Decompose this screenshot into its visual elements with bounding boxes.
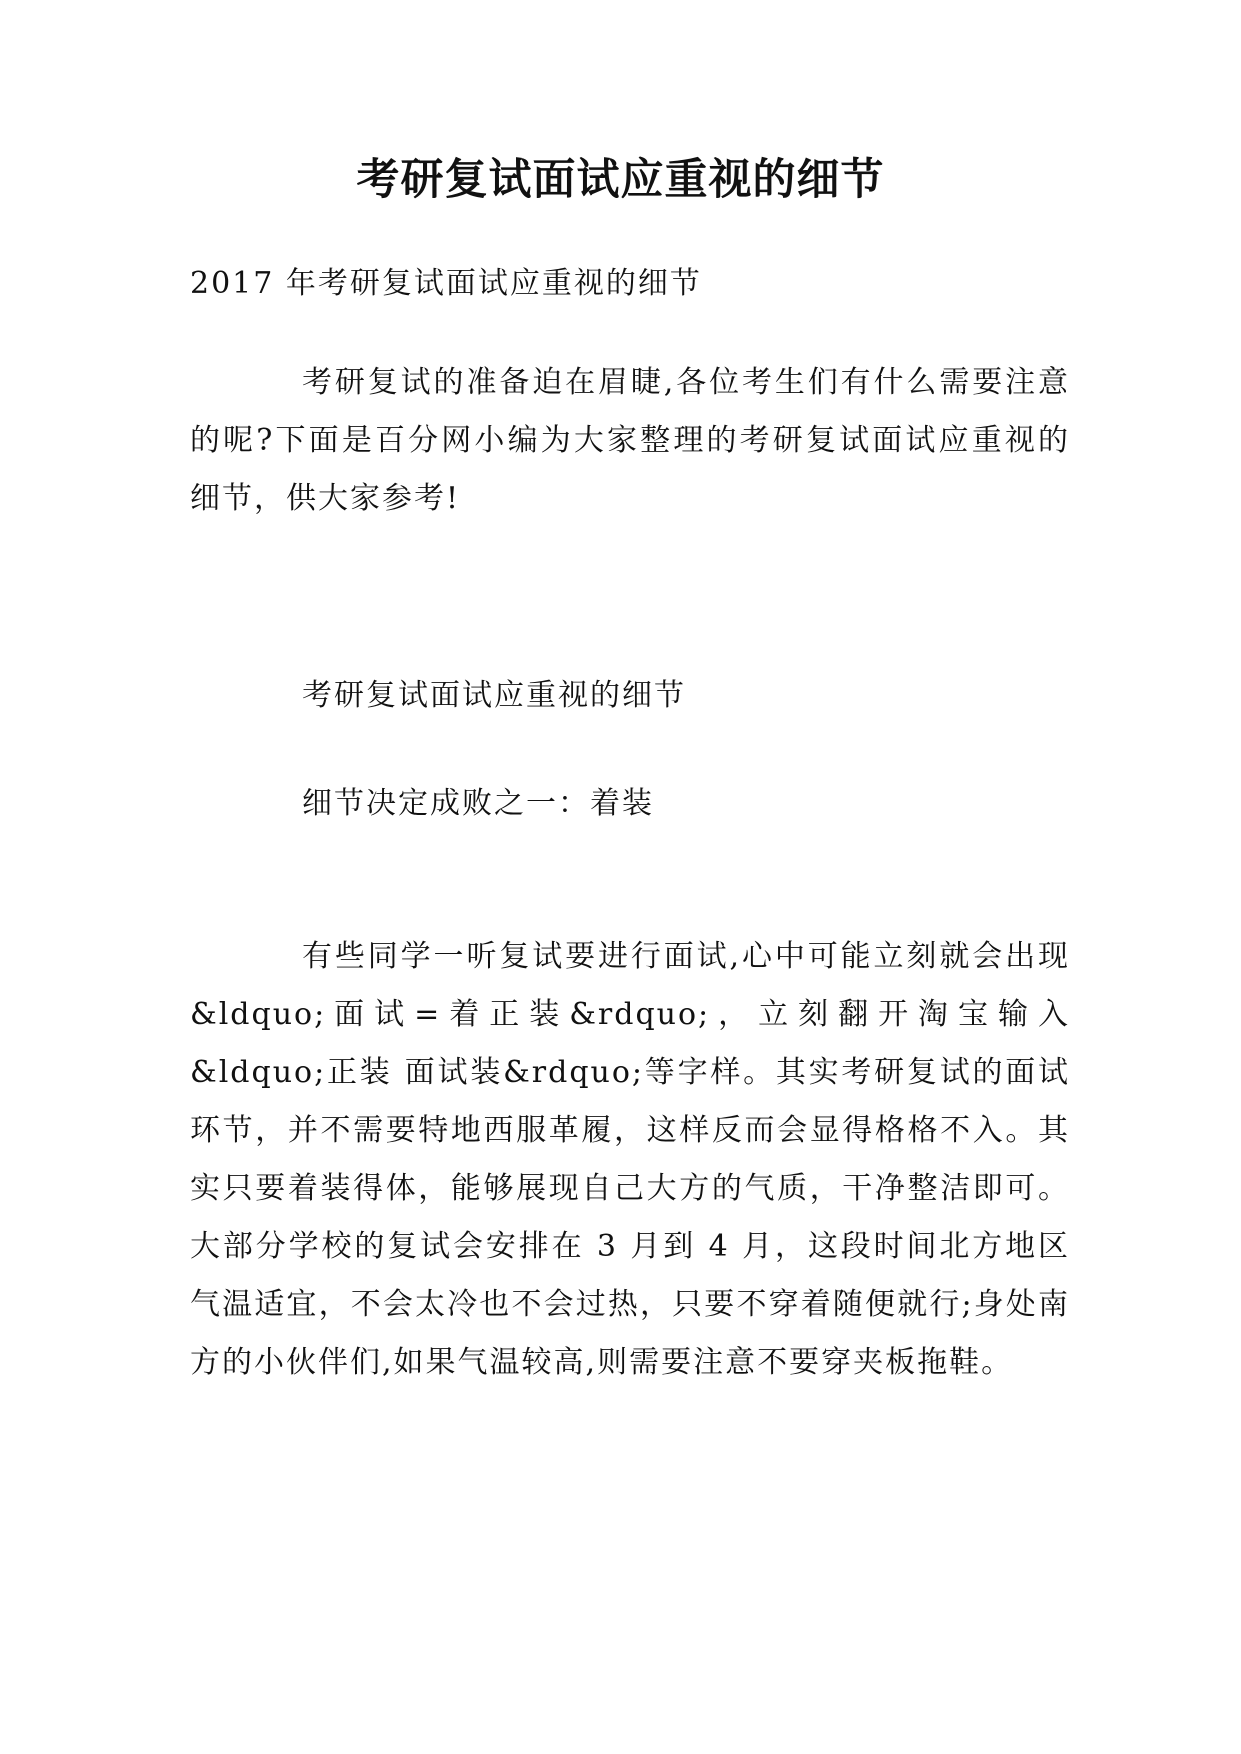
body-paragraph: 有些同学一听复试要进行面试,心中可能立刻就会出现&ldquo;面试=着正装&rdquo;，立刻翻开淘宝输入&ldquo;正装 面试装&rdquo;等字样。其实考研复试的面试环节，并不需要特地西服革履，这样反而会显得格格不入。其实只要着装得体，能够展现自己大方的气质，干净整洁即可。大部分学校的复试会安排在 3 月到 4 月，这段时间北方地区气温适宜，不会太冷也不会过热，只要不穿着随便就行;身处南方的小伙伴们,如果气温较高,则需要注意不要穿夹板拖鞋。 [190,939,1070,1380]
subsection-heading: 细节决定成败之一：着装 [302,786,654,821]
section-heading: 考研复试面试应重视的细节 [302,678,686,713]
document-subtitle: 2017 年考研复试面试应重视的细节 [190,266,702,301]
document-title: 考研复试面试应重视的细节 [356,155,885,205]
intro-paragraph: 考研复试的准备迫在眉睫,各位考生们有什么需要注意的呢?下面是百分网小编为大家整理的考研复试面试应重视的细节，供大家参考! [190,365,1070,516]
